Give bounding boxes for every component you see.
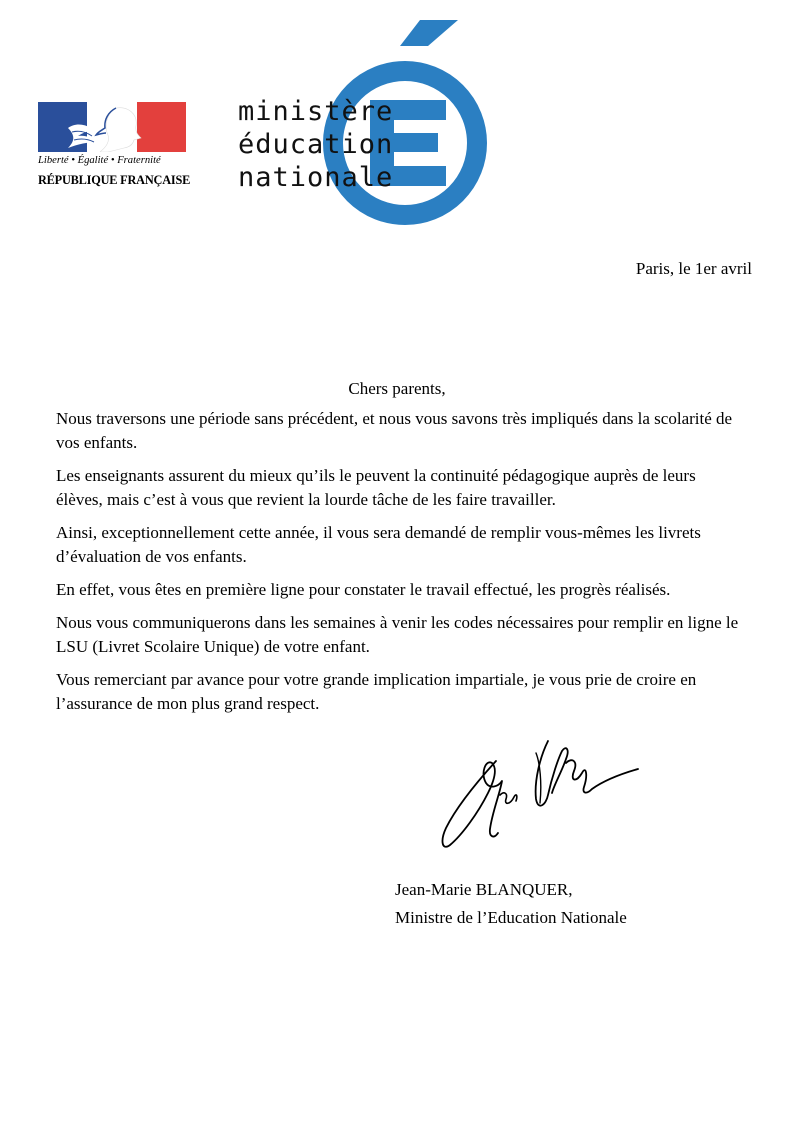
ministere-education-logo <box>238 20 498 235</box>
republique-name: RÉPUBLIQUE FRANÇAISE <box>38 173 191 187</box>
signer-name: Jean-Marie BLANQUER, <box>395 880 573 899</box>
letter-body <box>56 407 746 725</box>
letter-date: Paris, le 1er avril <box>635 259 752 278</box>
republique-francaise-logo <box>38 102 191 194</box>
paragraph: En effet, vous êtes en première ligne pour constater le travail effectué, les progrès réalisés. <box>56 580 671 599</box>
paragraph: Vous remerciant par avance pour votre grande implication impartiale, je vous prie de croire en l’assurance de mon plus grand respect. <box>56 670 697 713</box>
ministere-line-2: éducation <box>238 129 394 160</box>
salutation: Chers parents, <box>348 379 446 398</box>
paragraph: Nous vous communiquerons dans les semaines à venir les codes nécessaires pour remplir en ligne le LSU (Livret Scolaire Unique) de votre enfant. <box>56 613 739 656</box>
ministere-line-1: ministère <box>238 96 394 127</box>
signer-title: Ministre de l’Education Nationale <box>395 908 627 927</box>
handwritten-signature <box>436 733 646 853</box>
ministere-line-3: nationale <box>238 162 394 193</box>
paragraph: Ainsi, exceptionnellement cette année, il vous sera demandé de remplir vous-mêmes les livrets d’évaluation de vos enfants. <box>56 523 701 566</box>
signer-block <box>395 876 627 932</box>
paragraph: Nous traversons une période sans précédent, et nous vous savons très impliqués dans la scolarité de vos enfants. <box>56 409 733 452</box>
republique-motto: Liberté • Égalité • Fraternité <box>38 155 161 166</box>
paragraph: Les enseignants assurent du mieux qu’ils le peuvent la continuité pédagogique auprès de leurs élèves, mais c’est à vous que revient la lourde tâche de les faire travailler. <box>56 466 696 509</box>
marianne-flag-icon <box>38 102 186 152</box>
ministere-e-icon <box>318 20 498 235</box>
